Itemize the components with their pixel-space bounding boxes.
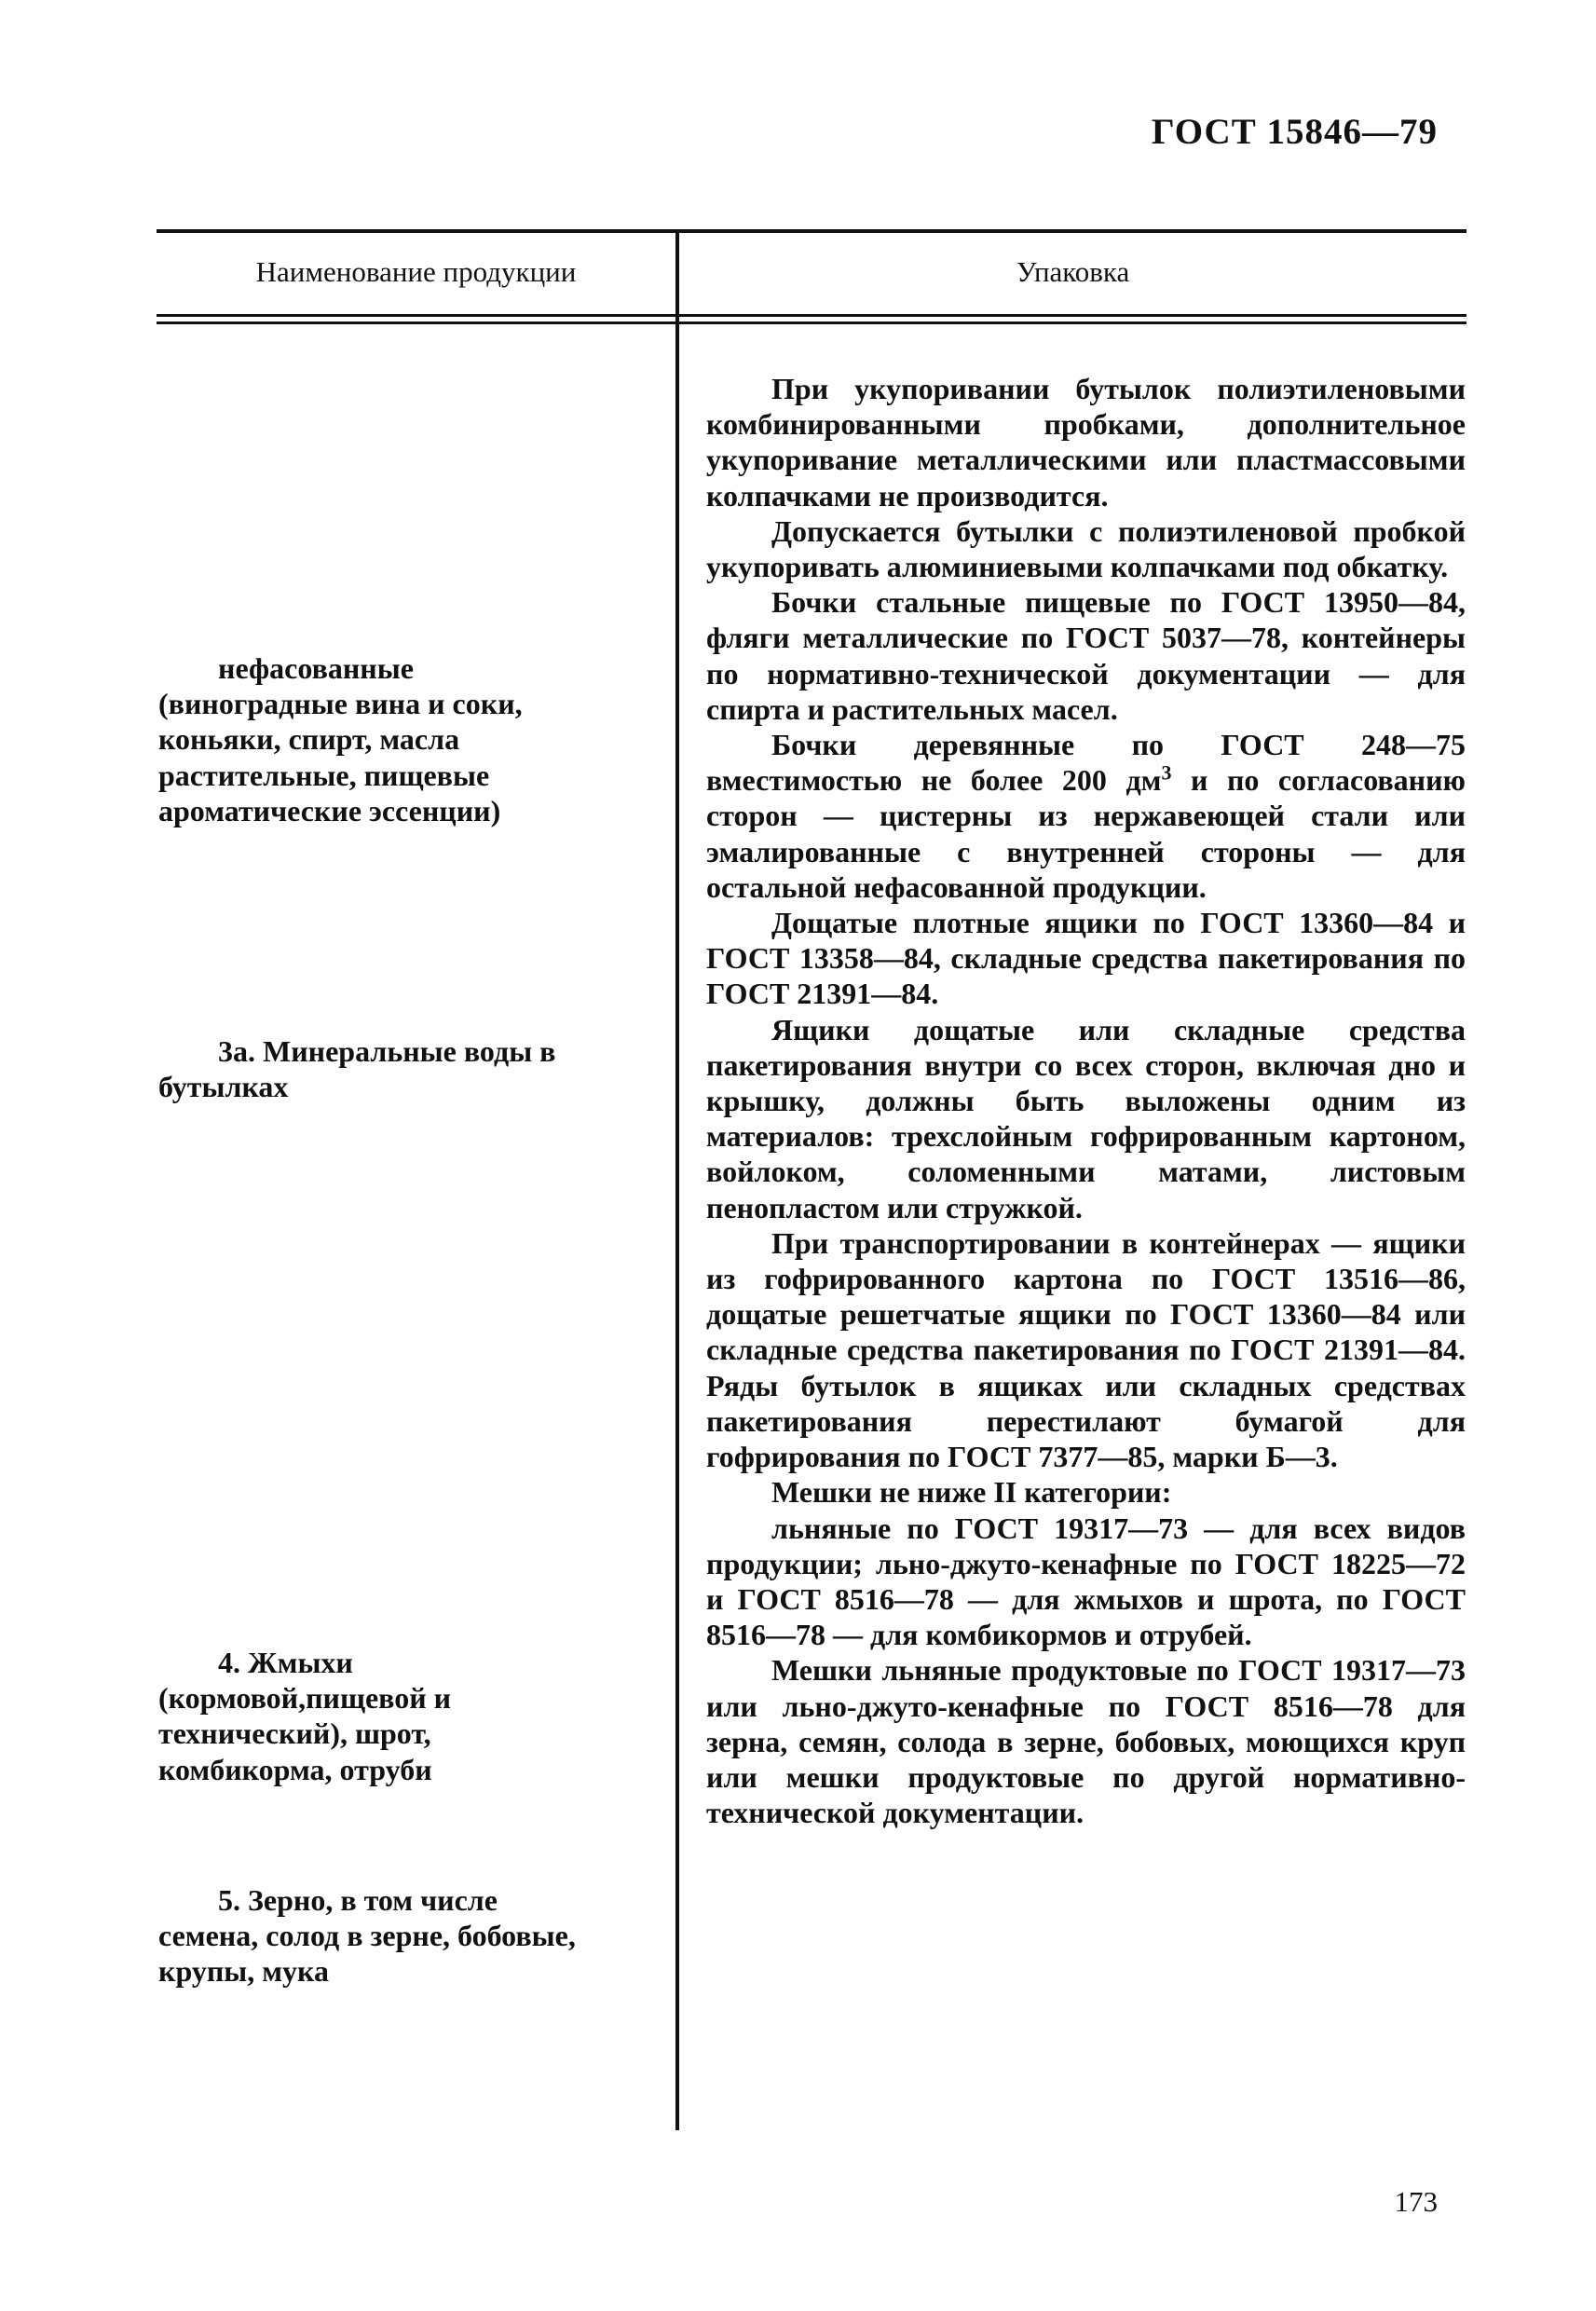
product-bulk-liquids: нефасованные (виноградные вина и соки, коньяки, спирт, масла растительные, пищевые ароматические эссенции): [158, 651, 523, 827]
packaging-paragraph-5: Дощатые плотные ящики по ГОСТ 13360—84 и ГОСТ 13358—84, складные средства пакетирования по ГОСТ 21391—84.: [706, 906, 1466, 1011]
packaging-paragraph-10: Мешки льняные продуктовые по ГОСТ 19317—73 или льно-джуто-кенафные по ГОСТ 8516—78 для зерна, семян, солода в зерне, бобовых, моющихся круп или мешки продуктовые по другой нормативно-технической документации.: [706, 1653, 1466, 1830]
packaging-column: [706, 371, 1466, 1830]
product-oil-cake: 4. Жмыхи (кормовой,пищевой и технический), шрот, комбикорма, отруби: [158, 1646, 452, 1786]
table-top-rule: [157, 229, 1466, 233]
packaging-paragraph-4-end: и по согласованию сторон — цистерны из нержавеющей стали или эмалированные с внутренней стороны — для остальной нефасованной продукции.: [706, 763, 1466, 904]
packaging-paragraph-4-start: Бочки деревянные по ГОСТ 248—75 вместимостью не более 200 дм: [706, 728, 1466, 798]
packaging-paragraph-4: [706, 727, 1466, 905]
header-column-right: Упаковка: [1016, 255, 1130, 288]
packaging-paragraph-2: Допускается бутылки с полиэтиленовой пробкой укупоривать алюминиевыми колпачками под обкатку.: [706, 513, 1466, 584]
packaging-paragraph-7: При транспортировании в контейнерах — ящики из гофрированного картона по ГОСТ 13516—86, дощатые решетчатые ящики по ГОСТ 13360—84 или складные средства пакетирования по ГОСТ 21391—84. Ряды бутылок в ящиках или складных средствах пакетирования перестилают бумагой для гофрирования по ГОСТ 7377—85, марки Б—3.: [706, 1225, 1466, 1474]
packaging-paragraph-9: льняные по ГОСТ 19317—73 — для всех видов продукции; льно-джуто-кенафные по ГОСТ 18225—72 и ГОСТ 8516—78 — для жмыхов и шрота, по ГОСТ 8516—78 — для комбикормов и отрубей.: [706, 1511, 1466, 1652]
header-bottom-rule-second: [157, 321, 1466, 324]
packaging-paragraph-3: Бочки стальные пищевые по ГОСТ 13950—84, фляги металлические по ГОСТ 5037—78, контейнеры по нормативно-технической документации — для спирта и растительных масел.: [706, 585, 1466, 726]
product-grain: 5. Зерно, в том числе семена, солод в зерне, бобовые, крупы, мука: [158, 1883, 576, 1989]
packaging-paragraph-8: Мешки не ниже II категории:: [771, 1475, 1172, 1510]
packaging-paragraph-1: При укупоривании бутылок полиэтиленовыми комбинированными пробками, дополнительное укупоривание металлическими или пластмассовыми колпачками не производится.: [706, 372, 1466, 513]
document-code: ГОСТ 15846—79: [1151, 112, 1438, 152]
page-number: 173: [1394, 2185, 1438, 2218]
header-bottom-rule: [157, 314, 1466, 317]
product-mineral-water: 3а. Минеральные воды в бутылках: [158, 1034, 556, 1104]
header-column-left: Наименование продукции: [255, 255, 577, 288]
packaging-paragraph-6: Ящики дощатые или складные средства пакетирования внутри со всех сторон, включая дно и крышку, должны быть выложены одним из материалов: трехслойным гофрированным картоном, войлоком, соломенными матами, листовым пенопластом или стружкой.: [706, 1012, 1466, 1224]
superscript-three: 3: [1161, 760, 1172, 785]
column-divider: [675, 229, 679, 2130]
